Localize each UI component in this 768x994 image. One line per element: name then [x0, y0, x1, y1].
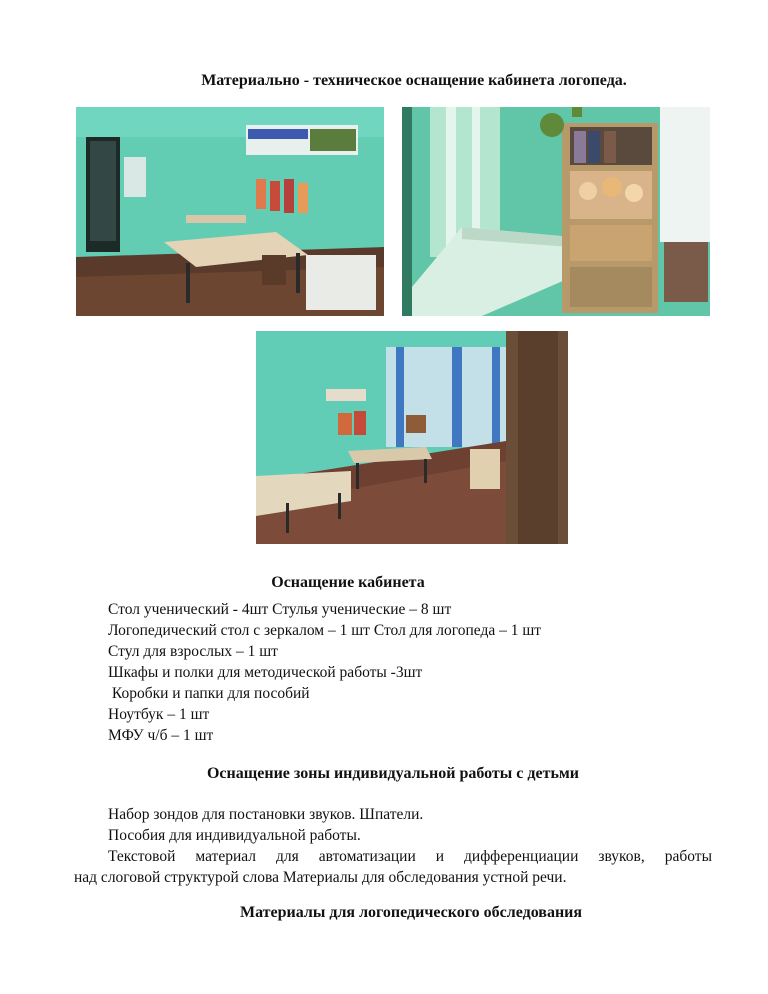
section1-item-1: Стол ученический - 4шт Стулья ученические – 8 шт	[108, 601, 452, 618]
section2-item-3: Текстовой материал для автоматизации и дифференциации звуков, работы	[108, 848, 712, 865]
section1-item-2: Логопедический стол с зеркалом – 1 шт Стол для логопеда – 1 шт	[108, 622, 542, 639]
section2-heading: Оснащение зоны индивидуальной работы с детьми	[206, 765, 580, 782]
section2-item-2: Пособия для индивидуальной работы.	[108, 827, 361, 844]
section1-item-3: Стул для взрослых – 1 шт	[108, 643, 278, 660]
section1-item-6: Ноутбук – 1 шт	[108, 706, 210, 723]
section1-item-5: Коробки и папки для пособий	[108, 685, 310, 702]
section1-item-7: МФУ ч/б – 1 шт	[108, 727, 214, 744]
section2-item-1: Набор зондов для постановки звуков. Шпатели.	[108, 806, 424, 823]
photo-bookshelf-window	[402, 107, 710, 316]
photo-classroom-desks	[76, 107, 384, 316]
section1-heading: Оснащение кабинета	[271, 574, 425, 591]
photo-classroom-long-view	[256, 331, 568, 544]
section3-heading: Материалы для логопедического обследования	[239, 904, 583, 921]
section1-item-4: Шкафы и полки для методической работы -3шт	[108, 664, 423, 681]
section2-item-4: над слоговой структурой слова Материалы для обследования устной речи.	[74, 869, 567, 886]
page-title: Материально - техническое оснащение кабинета логопеда.	[201, 72, 627, 89]
